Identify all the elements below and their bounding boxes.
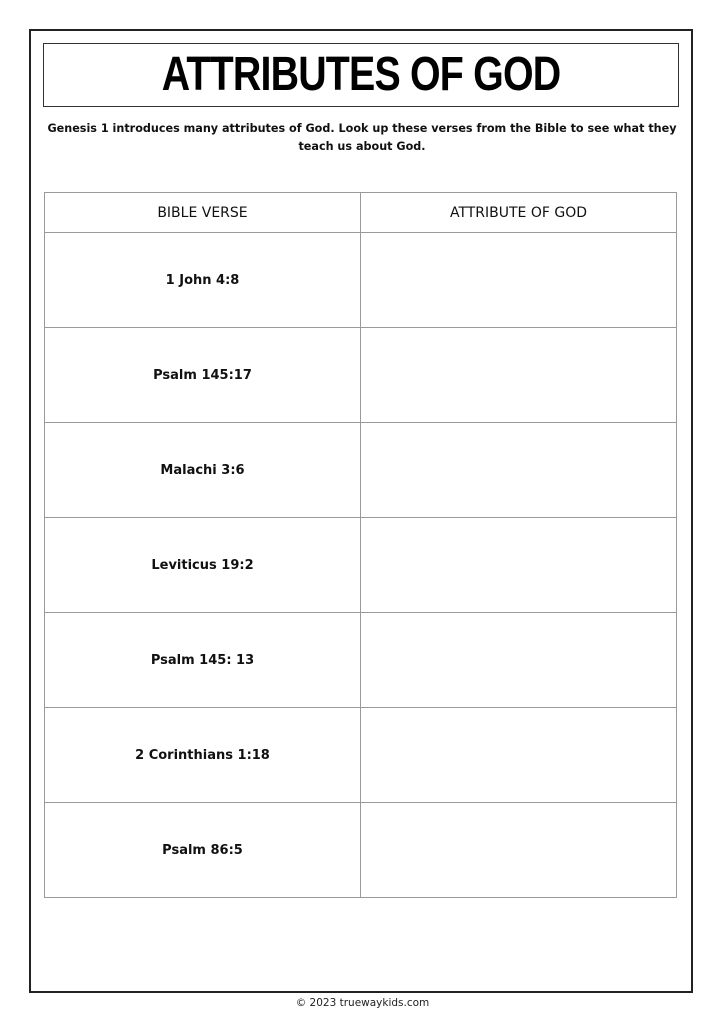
title-box: [43, 43, 679, 107]
attribute-answer-cell[interactable]: [361, 708, 677, 803]
table-row: [45, 233, 677, 328]
attribute-answer-cell[interactable]: [361, 518, 677, 613]
table-row: [45, 518, 677, 613]
table-row: [45, 328, 677, 423]
verse-table: [44, 192, 677, 898]
header-bible-verse: BIBLE VERSE: [45, 193, 361, 233]
intro-text: Genesis 1 introduces many attributes of God. Look up these verses from the Bible to see what they teach us about God.: [47, 122, 677, 153]
table-row: [45, 708, 677, 803]
attribute-answer-cell[interactable]: [361, 328, 677, 423]
verse-cell: Leviticus 19:2: [45, 518, 361, 613]
verse-cell: Malachi 3:6: [45, 423, 361, 518]
verse-cell: Psalm 145: 13: [45, 613, 361, 708]
verse-cell: Psalm 86:5: [45, 803, 361, 898]
attribute-answer-cell[interactable]: [361, 423, 677, 518]
page-title: ATTRIBUTES OF GOD: [161, 48, 561, 101]
attribute-answer-cell[interactable]: [361, 803, 677, 898]
copyright-footer: © 2023 truewaykids.com: [295, 997, 430, 1009]
header-attribute-of-god: ATTRIBUTE OF GOD: [361, 193, 677, 233]
table-row: [45, 803, 677, 898]
table-row: [45, 613, 677, 708]
verse-cell: 1 John 4:8: [45, 233, 361, 328]
attribute-answer-cell[interactable]: [361, 233, 677, 328]
verse-cell: 2 Corinthians 1:18: [45, 708, 361, 803]
table-header-row: [45, 193, 677, 233]
attribute-answer-cell[interactable]: [361, 613, 677, 708]
verse-cell: Psalm 145:17: [45, 328, 361, 423]
table-row: [45, 423, 677, 518]
